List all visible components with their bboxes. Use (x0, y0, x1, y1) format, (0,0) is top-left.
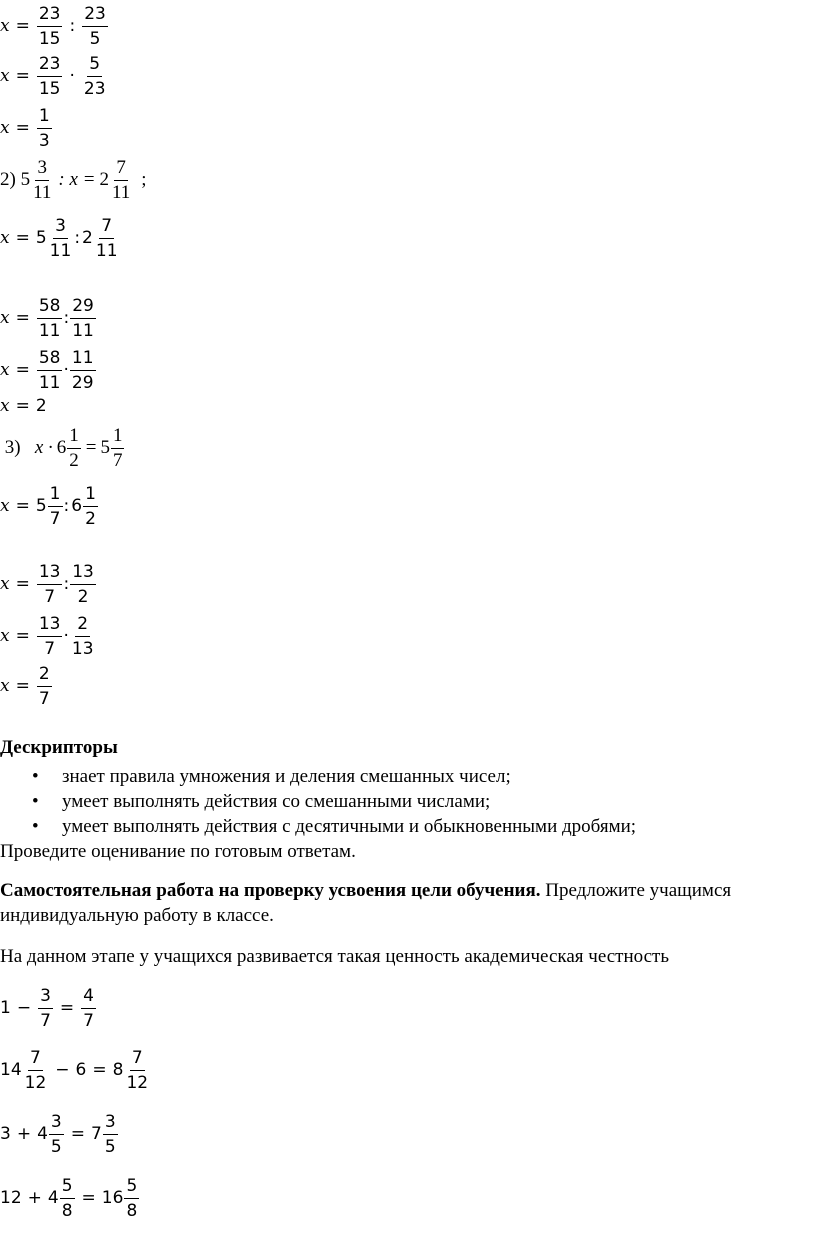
assessment-note: Проведите оценивание по готовым ответам. (0, 841, 356, 862)
fraction: $\frac{13}{2}$ (72, 561, 94, 607)
fraction: $\frac{1}{2}$ (69, 424, 79, 471)
equation-5: x = $\frac{58}{11}$ : $\frac{29}{11}$ (0, 295, 94, 341)
fraction: $\frac{13}{7}$ (38, 613, 61, 659)
fraction: $\frac{3}{5}$ (50, 1111, 62, 1157)
fraction: $\frac{29}{11}$ (72, 295, 94, 341)
fraction: $\frac{3}{7}$ (40, 985, 51, 1031)
equation-4: x = 5 $\frac{3}{11}$ : 2 $\frac{7}{11}$ (0, 215, 118, 261)
fraction: $\frac{7}{11}$ (95, 215, 118, 261)
equation-3: x = $\frac{1}{3}$ (0, 105, 50, 151)
variable: x (0, 16, 10, 36)
equation-8: x = 5 $\frac{1}{7}$ : 6 $\frac{1}{2}$ (0, 483, 96, 529)
fraction: $\frac{23}{15}$ (38, 3, 61, 49)
exercise-2: 14 $\frac{7}{12}$ − 6 = 8 $\frac{7}{12}$ (0, 1047, 149, 1093)
fraction: $\frac{7}{12}$ (126, 1047, 149, 1093)
fraction: $\frac{11}{29}$ (71, 347, 94, 393)
fraction: $\frac{23}{15}$ (38, 53, 61, 99)
exercise-3: 3 + 4 $\frac{3}{5}$ = 7 $\frac{3}{5}$ (0, 1111, 116, 1157)
descriptor-item: умеет выполнять действия со смешанными числами; (62, 791, 491, 812)
equation-9: x = $\frac{13}{7}$ : $\frac{13}{2}$ (0, 561, 94, 607)
fraction: $\frac{7}{12}$ (24, 1047, 47, 1093)
fraction: $\frac{58}{11}$ (38, 347, 61, 393)
fraction: $\frac{5}{8}$ (126, 1175, 138, 1221)
fraction: $\frac{4}{7}$ (83, 985, 94, 1031)
fraction: $\frac{23}{5}$ (84, 3, 106, 49)
equation-6: x = $\frac{58}{11}$ · $\frac{11}{29}$ (0, 347, 94, 393)
fraction: $\frac{7}{11}$ (111, 156, 131, 203)
exercise-1: 1 − $\frac{3}{7}$ = $\frac{4}{7}$ (0, 985, 94, 1031)
bullet-icon: • (32, 766, 39, 787)
fraction: $\frac{1}{7}$ (112, 424, 123, 471)
equation-10: x = $\frac{13}{7}$ · $\frac{2}{13}$ (0, 613, 94, 659)
fraction: $\frac{1}{7}$ (49, 483, 61, 529)
task-label: 2) (0, 169, 16, 190)
independent-work-text-line2: индивидуальную работу в классе. (0, 905, 274, 926)
equation-2: x = $\frac{23}{15}$ · $\frac{5}{23}$ (0, 53, 106, 99)
values-text: На данном этапе у учащихся развивается такая ценность академическая честность (0, 946, 670, 967)
equation-1: x = $\frac{23}{15}$ : $\frac{23}{5}$ (0, 3, 106, 49)
fraction: $\frac{1}{3}$ (38, 105, 50, 151)
fraction: $\frac{58}{11}$ (38, 295, 61, 341)
task-3: 3) x · 6 $\frac{1}{2}$ = 5 $\frac{1}{7}$ (4, 424, 123, 471)
descriptor-item: умеет выполнять действия с десятичными и обыкновенными дробями; (62, 816, 637, 837)
equation-7: x = 2 (0, 396, 47, 416)
fraction: $\frac{3}{11}$ (33, 156, 52, 203)
bullet-icon: • (32, 791, 39, 812)
exercise-4: 12 + 4 $\frac{5}{8}$ = 16 $\frac{5}{8}$ (0, 1175, 138, 1221)
fraction: $\frac{2}{13}$ (71, 613, 94, 659)
fraction: $\frac{5}{8}$ (61, 1175, 73, 1221)
fraction: $\frac{2}{7}$ (38, 663, 50, 709)
equation-11: x = $\frac{2}{7}$ (0, 663, 50, 709)
independent-work-text: Самостоятельная работа на проверку усвоения цели обучения. Предложите учащимся (0, 880, 732, 901)
bullet-icon: • (32, 816, 39, 837)
fraction: $\frac{3}{11}$ (49, 215, 72, 261)
descriptors-heading: Дескрипторы (0, 737, 118, 758)
fraction: $\frac{5}{23}$ (83, 53, 106, 99)
fraction: $\frac{3}{5}$ (104, 1111, 116, 1157)
fraction: $\frac{13}{7}$ (38, 561, 61, 607)
task-2: 2) 5 $\frac{3}{11}$ : x = 2 $\frac{7}{11}$ ; (0, 156, 147, 203)
task-label: 3) (4, 437, 21, 458)
fraction: $\frac{1}{2}$ (85, 483, 96, 529)
descriptor-item: знает правила умножения и деления смешанных чисел; (62, 766, 511, 787)
